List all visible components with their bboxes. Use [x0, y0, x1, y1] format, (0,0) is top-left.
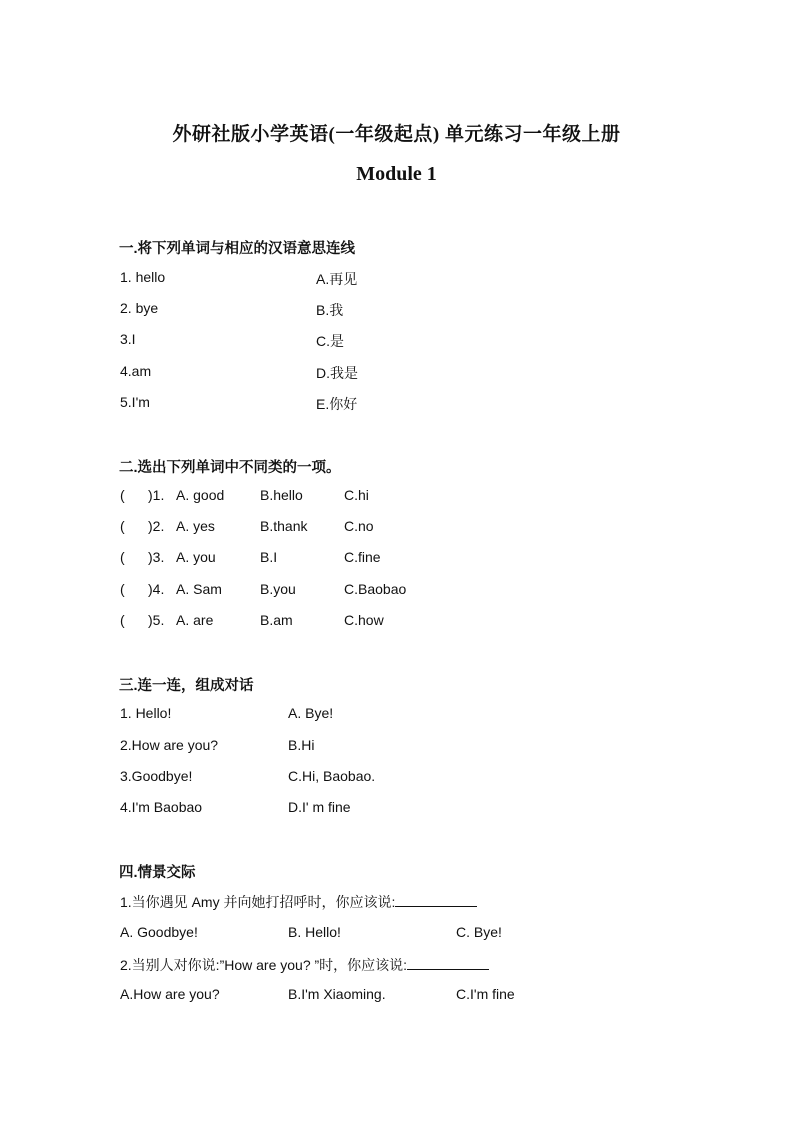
- meaning-item: B.我: [316, 302, 344, 318]
- dialogue-reply: C.Hi, Baobao.: [288, 768, 376, 784]
- dialogue-line: 1. Hello!: [120, 705, 172, 721]
- choice-row: [0, 581, 793, 601]
- question-number: )2.: [148, 518, 165, 534]
- option-b: B.I'm Xiaoming.: [288, 986, 386, 1002]
- question-prompt: [120, 892, 477, 912]
- word-item: 4.am: [120, 363, 152, 379]
- word-item: 3.I: [120, 331, 136, 347]
- match-row: [0, 269, 793, 289]
- answer-paren: (: [120, 518, 125, 534]
- dialogue-row: [0, 705, 793, 725]
- option-c: C.hi: [344, 487, 369, 503]
- dialogue-row: [0, 799, 793, 819]
- dialogue-reply: D.I' m fine: [288, 799, 351, 815]
- meaning-item: C.是: [316, 333, 344, 349]
- answer-paren: (: [120, 581, 125, 597]
- page-title: 外研社版小学英语(一年级起点) 单元练习一年级上册: [172, 124, 621, 145]
- option-c: C.fine: [344, 549, 381, 565]
- answer-blank[interactable]: [407, 955, 489, 970]
- section-3-heading: 三.连一连，组成对话: [119, 678, 254, 694]
- option-a: A. are: [176, 612, 214, 628]
- option-b: B.hello: [260, 487, 303, 503]
- dialogue-row: [0, 737, 793, 757]
- word-item: 1. hello: [120, 269, 166, 285]
- dialogue-reply: A. Bye!: [288, 705, 334, 721]
- question-number: )3.: [148, 549, 165, 565]
- option-a: A. Sam: [176, 581, 222, 597]
- choice-row: [0, 487, 793, 507]
- meaning-item: E.你好: [316, 396, 358, 412]
- dialogue-line: 4.I'm Baobao: [120, 799, 203, 815]
- answer-paren: (: [120, 549, 125, 565]
- question-prompt-row: [0, 892, 793, 912]
- question-number: )1.: [148, 487, 165, 503]
- option-c: C.how: [344, 612, 384, 628]
- prompt-text: 2.当别人对你说:”How are you? ”时，你应该说:: [120, 957, 408, 973]
- dialogue-line: 2.How are you?: [120, 737, 219, 753]
- choice-row: [0, 518, 793, 538]
- option-a: A. Goodbye!: [120, 924, 198, 940]
- answer-paren: (: [120, 487, 125, 503]
- match-row: [0, 300, 793, 320]
- option-a: A. you: [176, 549, 216, 565]
- option-a: A.How are you?: [120, 986, 220, 1002]
- dialogue-row: [0, 768, 793, 788]
- question-number: )4.: [148, 581, 165, 597]
- option-c: C.I'm fine: [456, 986, 515, 1002]
- dialogue-reply: B.Hi: [288, 737, 315, 753]
- word-item: 5.I'm: [120, 394, 150, 410]
- question-prompt-row: [0, 955, 793, 975]
- section-2-heading: 二.选出下列单词中不同类的一项。: [119, 460, 341, 476]
- question-prompt: [120, 955, 489, 975]
- option-c: C.no: [344, 518, 374, 534]
- option-a: A. good: [176, 487, 225, 503]
- section-4-heading: 四.情景交际: [119, 865, 196, 881]
- dialogue-line: 3.Goodbye!: [120, 768, 193, 784]
- option-c: C. Bye!: [456, 924, 502, 940]
- meaning-item: A.再见: [316, 271, 358, 287]
- section-1-heading: 一.将下列单词与相应的汉语意思连线: [119, 241, 356, 257]
- prompt-text: 1.当你遇见 Amy 并向她打招呼时，你应该说:: [120, 894, 396, 910]
- choice-row: [0, 612, 793, 632]
- option-a: A. yes: [176, 518, 215, 534]
- answer-paren: (: [120, 612, 125, 628]
- choice-row: [0, 549, 793, 569]
- choice-row: [0, 924, 793, 944]
- option-b: B.you: [260, 581, 296, 597]
- option-b: B.am: [260, 612, 293, 628]
- word-item: 2. bye: [120, 300, 159, 316]
- meaning-item: D.我是: [316, 365, 358, 381]
- option-b: B. Hello!: [288, 924, 341, 940]
- option-b: B.thank: [260, 518, 308, 534]
- answer-blank[interactable]: [395, 892, 477, 907]
- choice-row: [0, 986, 793, 1006]
- option-c: C.Baobao: [344, 581, 407, 597]
- module-title: Module 1: [356, 163, 437, 185]
- match-row: [0, 331, 793, 351]
- match-row: [0, 394, 793, 414]
- option-b: B.I: [260, 549, 278, 565]
- question-number: )5.: [148, 612, 165, 628]
- match-row: [0, 363, 793, 383]
